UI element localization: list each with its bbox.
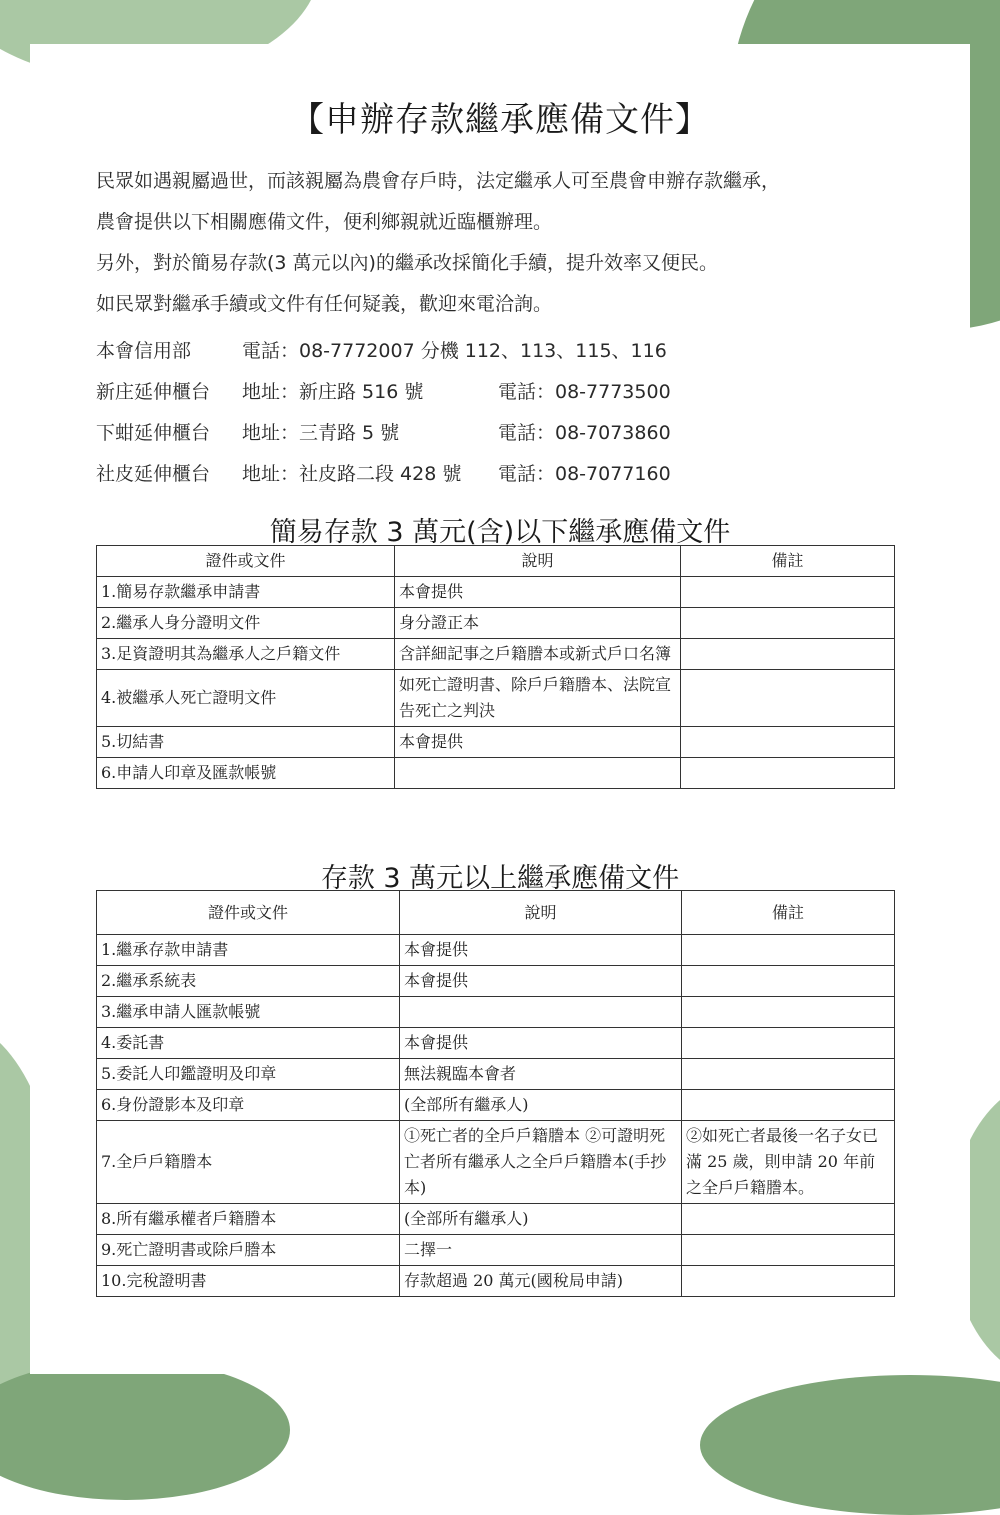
contact-phone: 電話：08-7073860 <box>498 422 671 444</box>
header-cell: 備註 <box>681 546 895 577</box>
contact-address: 地址：社皮路二段 428 號 <box>242 463 462 485</box>
table-cell <box>682 1090 895 1121</box>
table-cell: 二擇一 <box>400 1235 682 1266</box>
decorative-blob-bottom-right-2 <box>700 1375 1000 1515</box>
table-cell: 8.所有繼承權者戶籍謄本 <box>97 1204 400 1235</box>
table2 <box>96 890 895 1297</box>
contact-address: 地址：三青路 5 號 <box>242 422 400 444</box>
table-cell: 1.簡易存款繼承申請書 <box>97 577 395 608</box>
table-cell <box>681 727 895 758</box>
table1 <box>96 545 895 789</box>
table-row <box>97 997 895 1028</box>
table-row <box>97 1059 895 1090</box>
intro-text <box>96 168 916 332</box>
table-cell: 6.身份證影本及印章 <box>97 1090 400 1121</box>
table-cell: 3.足資證明其為繼承人之戶籍文件 <box>97 639 395 670</box>
table-row <box>97 670 895 727</box>
table-cell: 如死亡證明書、除戶戶籍謄本、法院宣告死亡之判決 <box>395 670 681 727</box>
intro-line: 民眾如遇親屬過世，而該親屬為農會存戶時，法定繼承人可至農會申辦存款繼承， <box>96 170 781 192</box>
contact-address: 地址：新庄路 516 號 <box>242 381 424 403</box>
contact-branch: 下蚶延伸櫃台 <box>96 422 211 444</box>
table-cell: 4.委託書 <box>97 1028 400 1059</box>
table-cell <box>682 1028 895 1059</box>
table-cell <box>682 1204 895 1235</box>
table-row <box>97 577 895 608</box>
table-row <box>97 758 895 789</box>
table-cell <box>400 997 682 1028</box>
table-cell <box>681 670 895 727</box>
table-cell <box>682 1235 895 1266</box>
table-cell <box>682 997 895 1028</box>
table-cell <box>682 966 895 997</box>
table-cell: 無法親臨本會者 <box>400 1059 682 1090</box>
table-row <box>97 608 895 639</box>
contact-phone: 電話：08-7077160 <box>498 463 671 485</box>
table-cell: (全部所有繼承人) <box>400 1090 682 1121</box>
intro-line: 農會提供以下相關應備文件，便利鄉親就近臨櫃辦理。 <box>96 211 553 233</box>
page-title: 【申辦存款繼承應備文件】 <box>290 100 710 140</box>
table-row <box>97 727 895 758</box>
table-header-row <box>97 546 895 577</box>
table-cell: 本會提供 <box>400 935 682 966</box>
table-cell: 4.被繼承人死亡證明文件 <box>97 670 395 727</box>
table-cell <box>681 758 895 789</box>
table-cell <box>395 758 681 789</box>
intro-line: 如民眾對繼承手續或文件有任何疑義，歡迎來電洽詢。 <box>96 293 553 315</box>
contact-phone: 電話：08-7773500 <box>498 381 671 403</box>
table-cell: 本會提供 <box>395 577 681 608</box>
table-row <box>97 1235 895 1266</box>
table-row <box>97 1266 895 1297</box>
header-cell: 證件或文件 <box>97 891 400 935</box>
table-cell <box>682 1266 895 1297</box>
header-cell: 說明 <box>400 891 682 935</box>
table-cell <box>681 577 895 608</box>
table-cell: 含詳細記事之戶籍謄本或新式戶口名簿 <box>395 639 681 670</box>
table-cell: 1.繼承存款申請書 <box>97 935 400 966</box>
contact-branch: 新庄延伸櫃台 <box>96 381 211 403</box>
table-cell: 存款超過 20 萬元(國稅局申請) <box>400 1266 682 1297</box>
table-cell: (全部所有繼承人) <box>400 1204 682 1235</box>
table-row <box>97 1028 895 1059</box>
table-row <box>97 935 895 966</box>
table-cell: ①死亡者的全戶戶籍謄本 ②可證明死亡者所有繼承人之全戶戶籍謄本(手抄本) <box>400 1121 682 1204</box>
decorative-blob-bottom-left-2 <box>0 1360 290 1500</box>
table-cell <box>681 608 895 639</box>
table-row <box>97 639 895 670</box>
table-cell: 3.繼承申請人匯款帳號 <box>97 997 400 1028</box>
header-cell: 證件或文件 <box>97 546 395 577</box>
table-cell: 身分證正本 <box>395 608 681 639</box>
table-cell: 2.繼承人身分證明文件 <box>97 608 395 639</box>
table-cell <box>682 935 895 966</box>
table-cell: ②如死亡者最後一名子女已滿 25 歲，則申請 20 年前之全戶戶籍謄本。 <box>682 1121 895 1204</box>
table-header-row <box>97 891 895 935</box>
contact-branch: 本會信用部 <box>96 340 192 362</box>
table-cell: 本會提供 <box>395 727 681 758</box>
table-cell: 9.死亡證明書或除戶謄本 <box>97 1235 400 1266</box>
table-cell: 5.切結書 <box>97 727 395 758</box>
table-cell <box>682 1059 895 1090</box>
table-cell: 本會提供 <box>400 966 682 997</box>
header-cell: 說明 <box>395 546 681 577</box>
table-cell: 5.委託人印鑑證明及印章 <box>97 1059 400 1090</box>
table-cell <box>681 639 895 670</box>
table-cell: 2.繼承系統表 <box>97 966 400 997</box>
table-cell: 6.申請人印章及匯款帳號 <box>97 758 395 789</box>
table-cell: 本會提供 <box>400 1028 682 1059</box>
table-row <box>97 1090 895 1121</box>
table-cell: 10.完稅證明書 <box>97 1266 400 1297</box>
contact-branch: 社皮延伸櫃台 <box>96 463 211 485</box>
table-row <box>97 966 895 997</box>
table-row <box>97 1121 895 1204</box>
contact-phone: 電話：08-7772007 分機 112、113、115、116 <box>242 340 667 362</box>
header-cell: 備註 <box>682 891 895 935</box>
intro-line: 另外，對於簡易存款(3 萬元以內)的繼承改採簡化手續，提升效率又便民。 <box>96 252 718 274</box>
table-row <box>97 1204 895 1235</box>
table1-title: 簡易存款 3 萬元(含)以下繼承應備文件 <box>269 517 731 548</box>
table-cell: 7.全戶戶籍謄本 <box>97 1121 400 1204</box>
table2-title: 存款 3 萬元以上繼承應備文件 <box>320 863 680 894</box>
